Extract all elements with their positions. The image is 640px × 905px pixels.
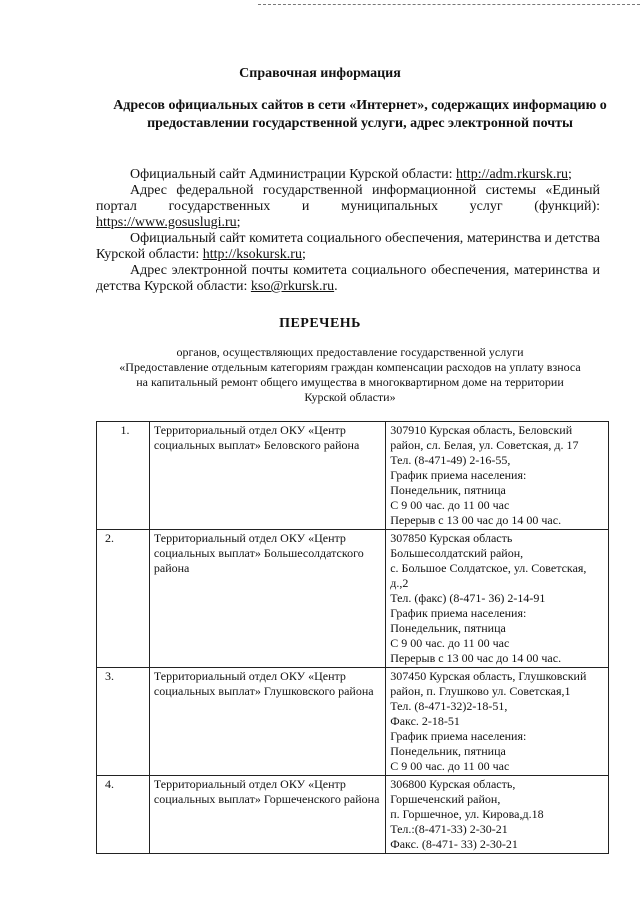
address-line: Понедельник, пятница xyxy=(390,483,506,497)
address-line: Тел. (факс) (8-471- 36) 2-14-91 xyxy=(390,591,546,605)
office-address xyxy=(386,776,609,854)
sites-section xyxy=(96,167,600,295)
list-sub-line-4: Курской области» xyxy=(304,390,396,404)
address-line: Перерыв с 13 00 час до 14 00 час. xyxy=(390,513,562,527)
gosuslugi-link[interactable]: https://www.gosuslugi.ru xyxy=(96,215,237,230)
address-line: п. Горшечное, ул. Кирова,д.18 xyxy=(390,807,544,821)
offices-table xyxy=(96,421,609,854)
address-line: 307910 Курская область, Беловский xyxy=(390,423,573,437)
sites-p4-end: . xyxy=(334,279,338,294)
address-line: С 9 00 час. до 11 00 час xyxy=(390,759,510,773)
address-line: Тел. (8-471-49) 2-16-55, xyxy=(390,453,511,467)
row-number xyxy=(97,422,150,530)
address-line: График приема населения: xyxy=(390,729,527,743)
email-link[interactable]: kso@rkursk.ru xyxy=(250,279,335,294)
address-line: С 9 00 час. до 11 00 час xyxy=(390,636,510,650)
address-line: С 9 00 час. до 11 00 час xyxy=(390,498,510,512)
sites-p2-text: Адрес федеральной государственной информационной системы «Единый портал государственных и муниципальных услуг (функций): xyxy=(96,183,600,214)
row-number-text: 2. xyxy=(105,531,114,545)
office-name: Территориальный отдел ОКУ «Центр социальных выплат» Горшеченского района xyxy=(149,776,385,854)
list-sub-line-2: «Предоставление отдельным категориям граждан компенсации расходов на уплату взноса xyxy=(119,360,581,374)
address-line: 307850 Курская область xyxy=(390,531,513,545)
office-address xyxy=(386,422,609,530)
sites-paragraph-1 xyxy=(96,167,600,183)
row-number-text: 3. xyxy=(105,669,114,683)
address-line: Тел.:(8-471-33) 2-30-21 xyxy=(390,822,508,836)
list-subtitle xyxy=(90,345,610,405)
office-name: Территориальный отдел ОКУ «Центр социальных выплат» Большесолдатского района xyxy=(149,530,385,668)
sites-paragraph-2 xyxy=(96,183,600,231)
row-number xyxy=(97,668,150,776)
address-line: График приема населения: xyxy=(390,468,527,482)
row-number-text: 1. xyxy=(120,423,130,437)
address-line: Факс. 2-18-51 xyxy=(390,714,460,728)
table-row xyxy=(97,422,609,530)
office-name: Территориальный отдел ОКУ «Центр социальных выплат» Глушковского района xyxy=(149,668,385,776)
list-title: ПЕРЕЧЕНЬ xyxy=(279,316,361,331)
office-address xyxy=(386,668,609,776)
address-line: Перерыв с 13 00 час до 14 00 час. xyxy=(390,651,562,665)
sites-p3-text: Официальный сайт комитета социального обеспечения, материнства и детства Курской области: xyxy=(96,231,600,262)
office-address xyxy=(386,530,609,668)
row-number-text: 4. xyxy=(105,777,114,791)
page-title: Справочная информация xyxy=(239,66,401,81)
adm-site-link[interactable]: http://adm.rkursk.ru xyxy=(456,167,568,182)
list-sub-line-1: органов, осуществляющих предоставление государственной услуги xyxy=(176,345,524,359)
address-line: Понедельник, пятница xyxy=(390,621,506,635)
table-row xyxy=(97,530,609,668)
sites-p2-end: ; xyxy=(236,215,241,230)
address-line: Горшеченский район, xyxy=(390,792,501,806)
address-line: Понедельник, пятница xyxy=(390,744,506,758)
address-line: район, п. Глушково ул. Советская,1 xyxy=(390,684,571,698)
address-line: Большесолдатский район, xyxy=(390,546,524,560)
address-line: График приема населения: xyxy=(390,606,527,620)
address-line: Тел. (8-471-32)2-18-51, xyxy=(390,699,508,713)
address-line: д.,2 xyxy=(390,576,409,590)
office-name: Территориальный отдел ОКУ «Центр социальных выплат» Беловского района xyxy=(149,422,385,530)
offices-table-body xyxy=(97,422,609,854)
address-line: район, сл. Белая, ул. Советская, д. 17 xyxy=(390,438,579,452)
row-number xyxy=(97,530,150,668)
list-sub-line-3: на капитальный ремонт общего имущества в многоквартирном доме на территории xyxy=(136,375,564,389)
address-line: 306800 Курская область, xyxy=(390,777,516,791)
sites-p3-end: ; xyxy=(301,247,306,262)
address-line: 307450 Курская область, Глушковский xyxy=(390,669,587,683)
row-number xyxy=(97,776,150,854)
ksokursk-link[interactable]: http://ksokursk.ru xyxy=(202,247,302,262)
address-line: Факс. (8-471- 33) 2-30-21 xyxy=(390,837,518,851)
address-line: с. Большое Солдатское, ул. Советская, xyxy=(390,561,587,575)
table-row xyxy=(97,776,609,854)
table-row xyxy=(97,668,609,776)
page-subtitle: Адресов официальных сайтов в сети «Интернет», содержащих информацию о предоставлении государственной услуги, адрес электронной почты xyxy=(113,98,607,131)
top-dashed-line xyxy=(258,4,640,5)
sites-p1-end: ; xyxy=(568,167,572,182)
sites-p4-text: Адрес электронной почты комитета социального обеспечения, материнства и детства Курской области: xyxy=(96,263,600,294)
sites-paragraph-3 xyxy=(96,231,600,263)
sites-p1-text: Официальный сайт Администрации Курской области: xyxy=(130,167,456,182)
sites-paragraph-4 xyxy=(96,263,600,295)
